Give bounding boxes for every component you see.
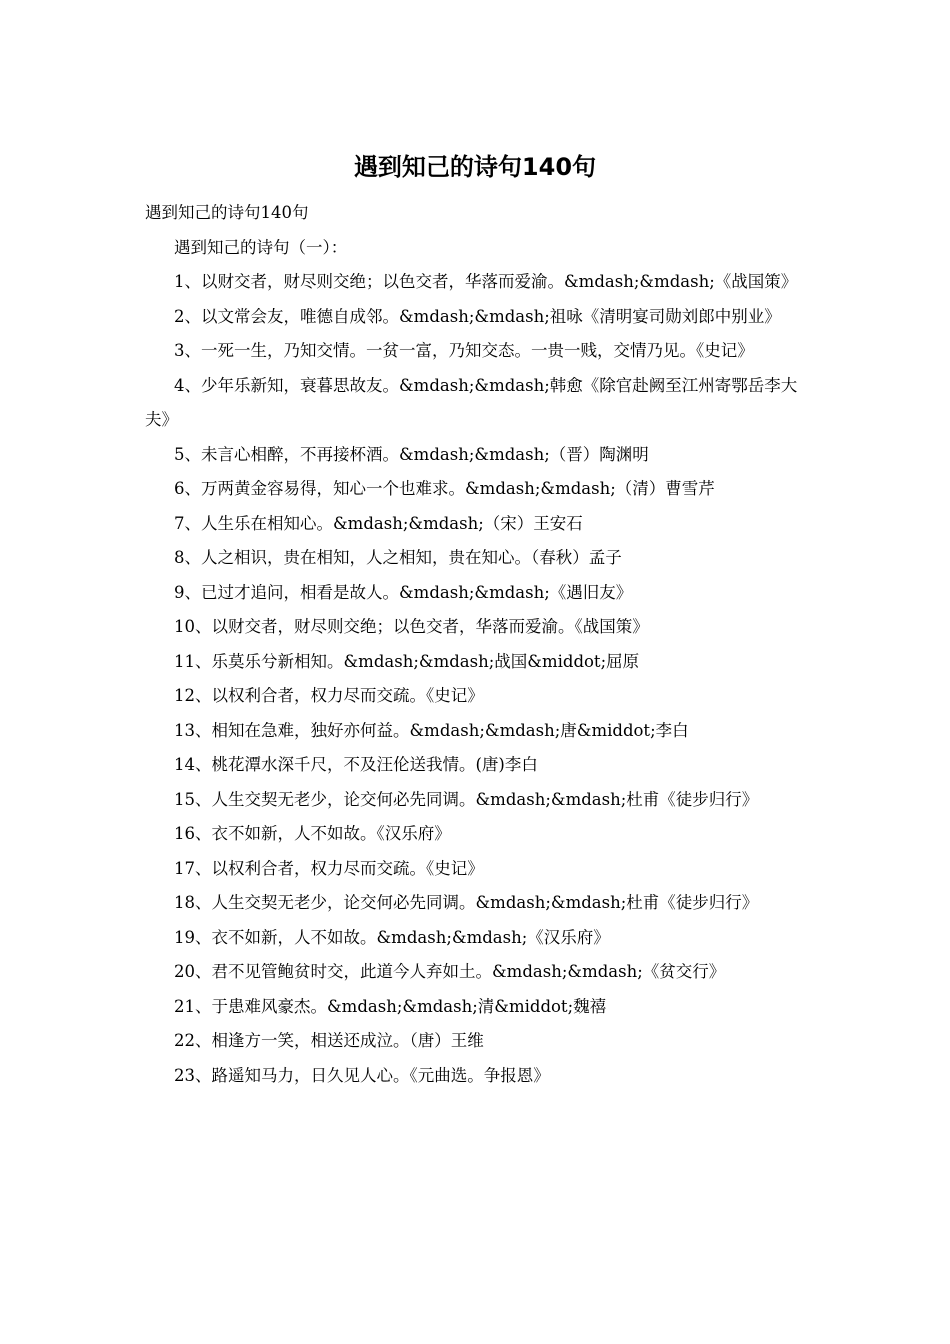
poem-line: 12、以权利合者，权力尽而交疏。《史记》 bbox=[174, 686, 484, 705]
poem-line: 14、桃花潭水深千尺，不及汪伦送我情。(唐)李白 bbox=[174, 755, 538, 774]
poem-line: 8、人之相识，贵在相知，人之相知，贵在知心。（春秋）孟子 bbox=[174, 548, 622, 567]
document-title: 遇到知己的诗句140句 bbox=[353, 153, 597, 181]
poem-line: 3、一死一生，乃知交情。一贫一富，乃知交态。一贵一贱，交情乃见。《史记》 bbox=[174, 341, 754, 360]
poem-line: 7、人生乐在相知心。&mdash;&mdash;（宋）王安石 bbox=[174, 513, 583, 533]
poem-line: 19、衣不如新，人不如故。&mdash;&mdash;《汉乐府》 bbox=[174, 927, 610, 947]
document-subtitle: 遇到知己的诗句140句 bbox=[145, 203, 309, 222]
poem-line: 4、少年乐新知，衰暮思故友。&mdash;&mdash;韩愈《除官赴阙至江州寄鄂岳李大夫》 bbox=[145, 375, 798, 429]
poem-line: 13、相知在急难，独好亦何益。&mdash;&mdash;唐&middot;李白 bbox=[174, 720, 689, 740]
poem-line: 11、乐莫乐兮新相知。&mdash;&mdash;战国&middot;屈原 bbox=[174, 651, 640, 671]
poem-line: 20、君不见管鲍贫时交，此道今人弃如土。&mdash;&mdash;《贫交行》 bbox=[174, 962, 726, 981]
poem-line: 23、路遥知马力，日久见人心。《元曲选。争报恩》 bbox=[174, 1065, 550, 1085]
poem-line: 15、人生交契无老少，论交何必先同调。&mdash;&mdash;杜甫《徒步归行》 bbox=[174, 789, 759, 809]
poem-line: 6、万两黄金容易得，知心一个也难求。&mdash;&mdash;（清）曹雪芹 bbox=[174, 479, 715, 498]
poem-line: 16、衣不如新，人不如故。《汉乐府》 bbox=[174, 824, 451, 843]
poem-line: 10、以财交者，财尽则交绝；以色交者，华落而爱渝。《战国策》 bbox=[174, 617, 649, 636]
poem-line: 18、人生交契无老少，论交何必先同调。&mdash;&mdash;杜甫《徒步归行》 bbox=[174, 893, 759, 912]
document-body bbox=[145, 196, 810, 1093]
poem-line: 17、以权利合者，权力尽而交疏。《史记》 bbox=[174, 858, 484, 878]
poem-line: 9、已过才追问，相看是故人。&mdash;&mdash;《遇旧友》 bbox=[174, 582, 633, 602]
poem-line: 2、以文常会友，唯德自成邻。&mdash;&mdash;祖咏《清明宴司勋刘郎中别业》 bbox=[174, 306, 781, 326]
poem-line: 22、相逢方一笑，相送还成泣。（唐）王维 bbox=[174, 1031, 484, 1050]
poem-line: 1、以财交者，财尽则交绝；以色交者，华落而爱渝。&mdash;&mdash;《战国策》 bbox=[174, 272, 798, 291]
poem-line: 21、于患难风豪杰。&mdash;&mdash;清&middot;魏禧 bbox=[174, 996, 607, 1016]
poem-line: 遇到知己的诗句（一）： bbox=[174, 237, 348, 257]
poem-line: 5、未言心相醉，不再接杯酒。&mdash;&mdash;（晋）陶渊明 bbox=[174, 444, 649, 464]
